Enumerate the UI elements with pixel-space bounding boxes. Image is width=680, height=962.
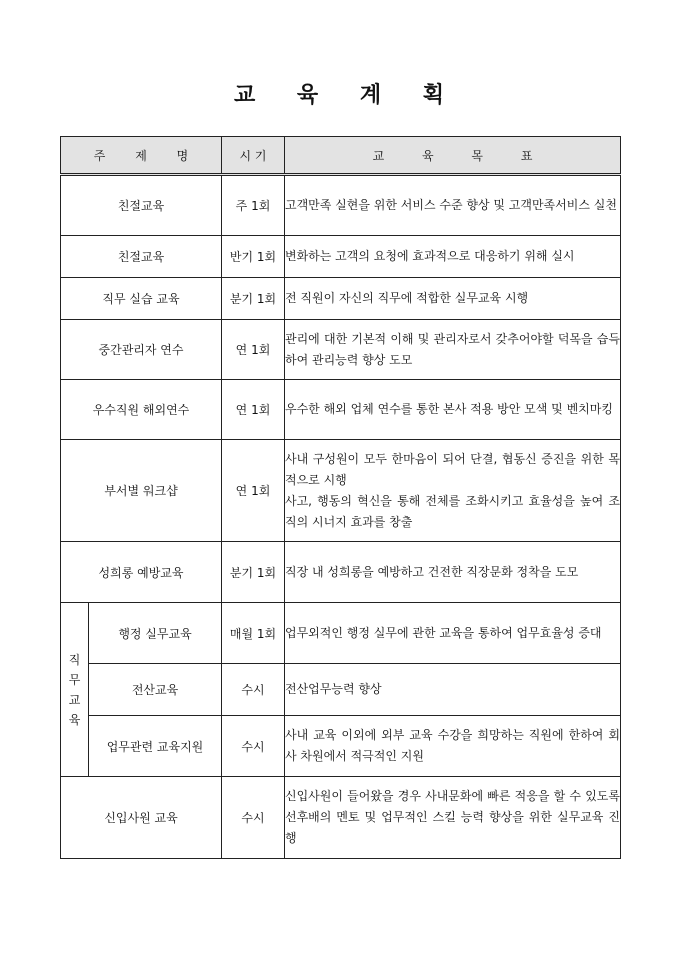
- table-row: [61, 777, 621, 859]
- education-plan-table: [60, 136, 621, 859]
- goal-cell: 변화하는 고객의 요청에 효과적으로 대응하기 위해 실시: [285, 236, 621, 278]
- table-row: [61, 716, 621, 777]
- period-cell: 연 1회: [222, 380, 285, 440]
- goal-line: 사내 구성원이 모두 한마음이 되어 단결, 협동신 증진을 위한 목적으로 시행: [285, 451, 620, 487]
- period-cell: 수시: [222, 664, 285, 716]
- topic-cell: 친절교육: [61, 236, 222, 278]
- table-row: [61, 175, 621, 236]
- period-cell: 분기 1회: [222, 542, 285, 603]
- table-header-row: [61, 137, 621, 175]
- period-cell: 수시: [222, 716, 285, 777]
- goal-cell: 직장 내 성희롱을 예방하고 건전한 직장문화 정착을 도모: [285, 542, 621, 603]
- period-cell: 연 1회: [222, 440, 285, 542]
- group-label-job-training: [61, 603, 89, 777]
- goal-line: 사고, 행동의 혁신을 통해 전체를 조화시키고 효율성을 높여 조직의 시너지 효과를 창출: [285, 493, 620, 529]
- header-goal: 교 육 목 표: [285, 137, 621, 175]
- goal-cell: 전산업무능력 향상: [285, 664, 621, 716]
- table-row: [61, 236, 621, 278]
- table-row: [61, 542, 621, 603]
- group-label-char: 교: [68, 692, 81, 707]
- goal-cell: 신입사원이 들어왔을 경우 사내문화에 빠른 적응을 할 수 있도록 선후배의 멘토 및 업무적인 스킬 능력 향상을 위한 실무교육 진행: [285, 777, 621, 859]
- goal-cell: [285, 440, 621, 542]
- goal-cell: 전 직원이 자신의 직무에 적합한 실무교육 시행: [285, 278, 621, 320]
- group-label-char: 육: [68, 712, 81, 727]
- period-cell: 주 1회: [222, 175, 285, 236]
- goal-cell: 우수한 해외 업체 연수를 통한 본사 적용 방안 모색 및 벤치마킹: [285, 380, 621, 440]
- page-title: 교 육 계 획: [234, 82, 446, 108]
- group-label-char: 직: [68, 652, 81, 667]
- period-cell: 분기 1회: [222, 278, 285, 320]
- topic-cell: 친절교육: [61, 175, 222, 236]
- period-cell: 반기 1회: [222, 236, 285, 278]
- topic-cell: 전산교육: [89, 664, 222, 716]
- table-row: [61, 380, 621, 440]
- topic-cell: 신입사원 교육: [61, 777, 222, 859]
- table-row: [61, 278, 621, 320]
- table-row: [61, 664, 621, 716]
- topic-cell: 업무관련 교육지원: [89, 716, 222, 777]
- period-cell: 수시: [222, 777, 285, 859]
- topic-cell: 직무 실습 교육: [61, 278, 222, 320]
- goal-cell: 고객만족 실현을 위한 서비스 수준 향상 및 고객만족서비스 실천: [285, 175, 621, 236]
- topic-cell: 우수직원 해외연수: [61, 380, 222, 440]
- topic-cell: 부서별 워크샵: [61, 440, 222, 542]
- goal-cell: 사내 교육 이외에 외부 교육 수강을 희망하는 직원에 한하여 회사 차원에서 적극적인 지원: [285, 716, 621, 777]
- header-period: 시 기: [222, 137, 285, 175]
- period-cell: 연 1회: [222, 320, 285, 380]
- period-cell: 매월 1회: [222, 603, 285, 664]
- group-label-char: 무: [68, 672, 81, 687]
- goal-cell: 관리에 대한 기본적 이해 및 관리자로서 갖추어야할 덕목을 습득하여 관리능력 향상 도모: [285, 320, 621, 380]
- table-row: [61, 320, 621, 380]
- goal-cell: 업무외적인 행정 실무에 관한 교육을 통하여 업무효율성 증대: [285, 603, 621, 664]
- topic-cell: 행정 실무교육: [89, 603, 222, 664]
- table-row: [61, 603, 621, 664]
- topic-cell: 성희롱 예방교육: [61, 542, 222, 603]
- header-topic: 주 제 명: [61, 137, 222, 175]
- topic-cell: 중간관리자 연수: [61, 320, 222, 380]
- table-row: [61, 440, 621, 542]
